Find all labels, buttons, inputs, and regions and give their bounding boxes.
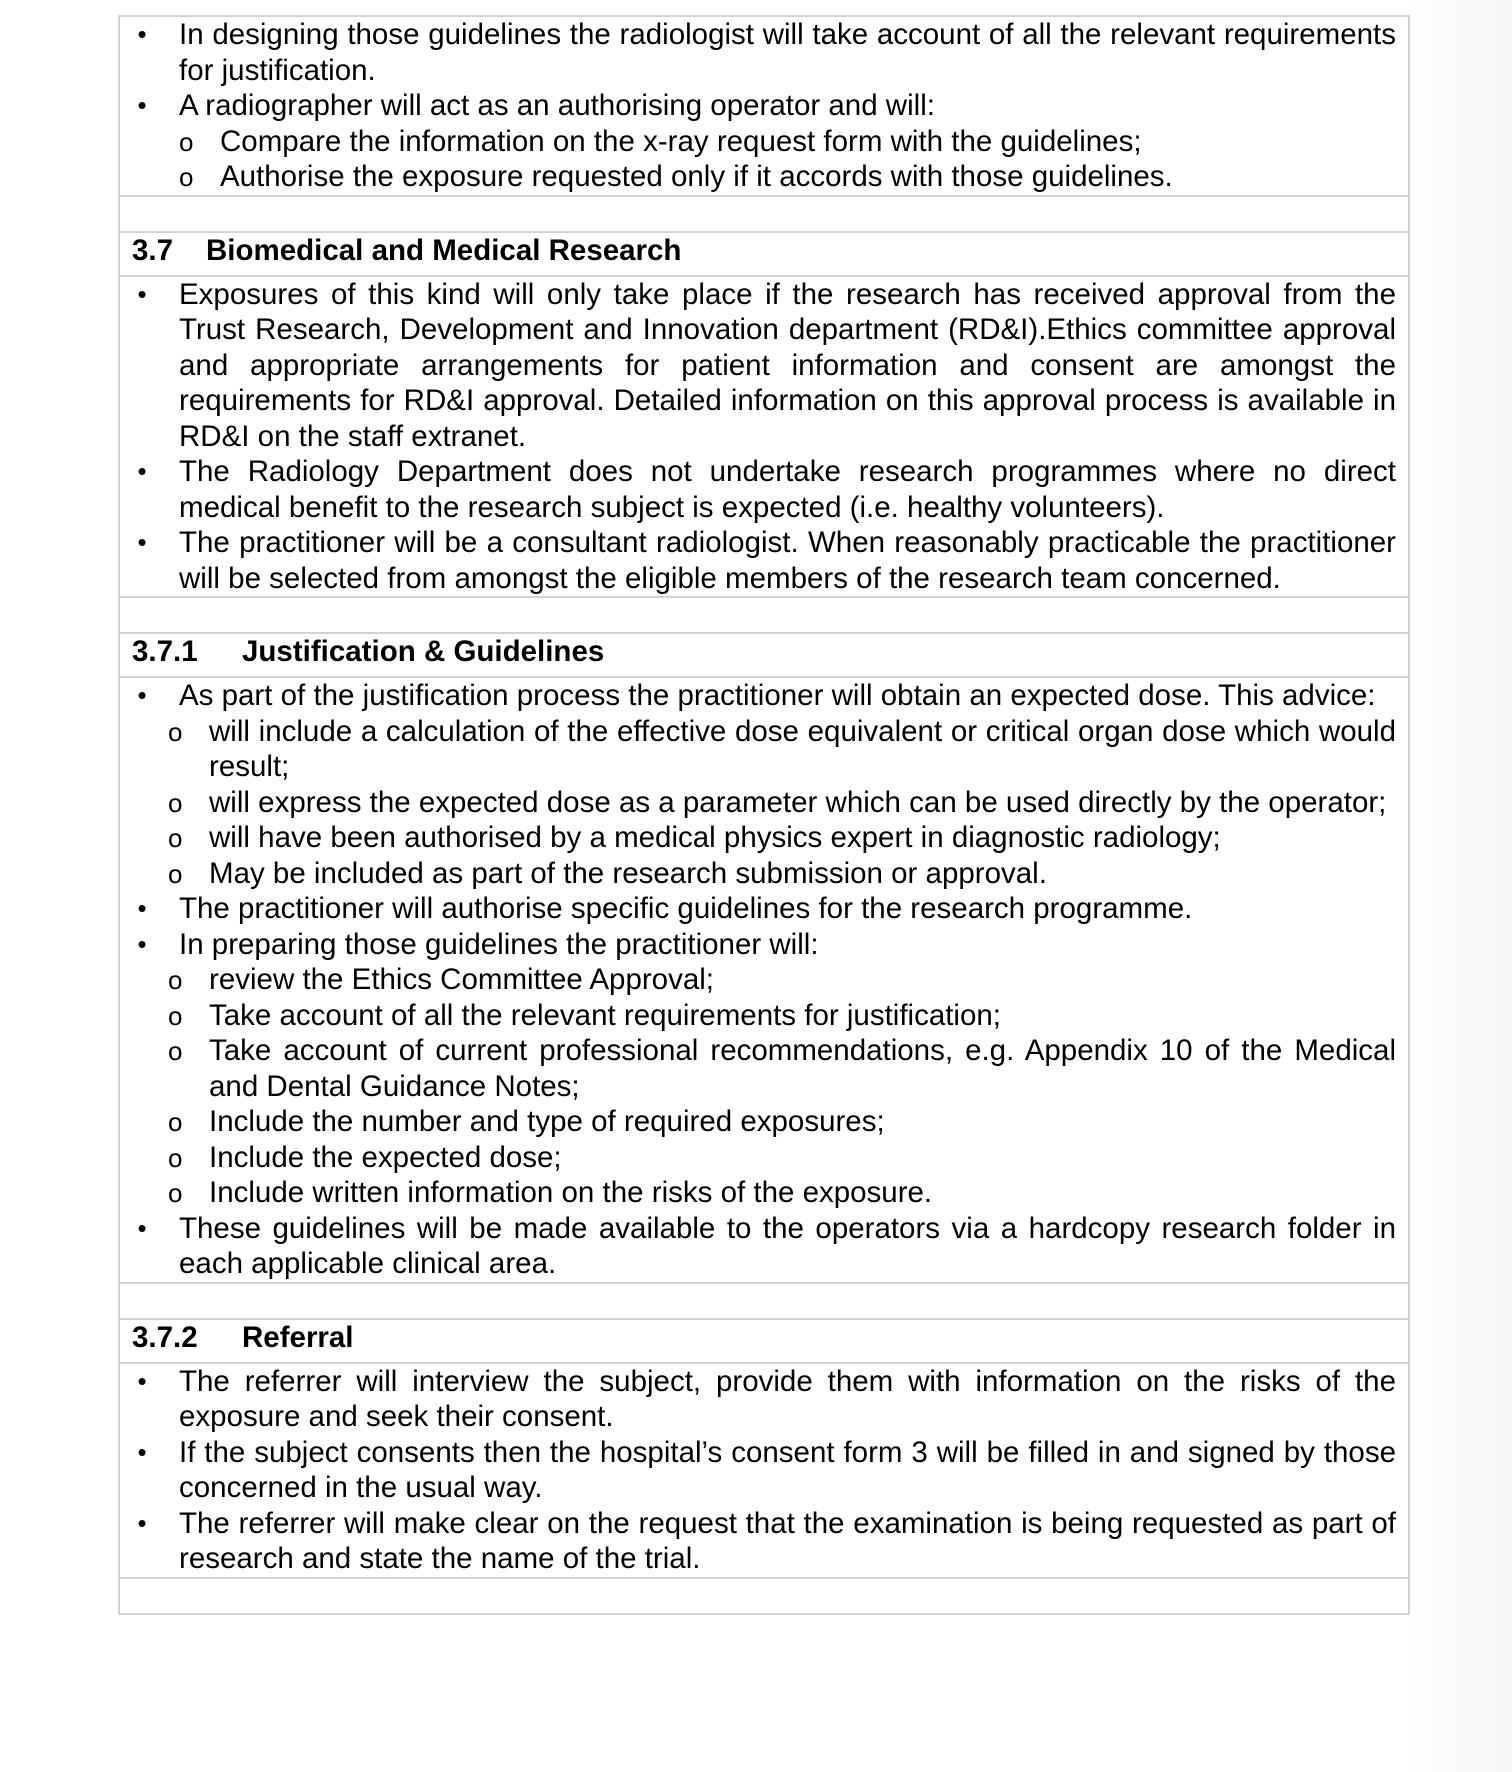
section-title: Justification & Guidelines [242, 635, 605, 668]
sub-list-item [168, 714, 1396, 785]
list-item-text: In designing those guidelines the radiologist will take account of all the relevant requirements for justification. [179, 18, 1396, 87]
list-item [132, 454, 1396, 525]
table-row [119, 16, 1409, 196]
bullet-icon: • [137, 928, 147, 959]
bullet-icon: • [137, 456, 147, 486]
bullet-icon: • [137, 1436, 147, 1467]
bullet-icon: • [137, 90, 147, 120]
sub-list-item [168, 1033, 1396, 1104]
sub-list-item-text: Take account of current professional recommendations, e.g. Appendix 10 of the Medical and Dental Guidance Notes; [209, 1034, 1396, 1103]
bullet-icon: • [137, 680, 147, 710]
sub-bullet-icon: o [168, 1178, 183, 1208]
section-number: 3.7.1 [132, 635, 198, 668]
sub-list-item-text: Compare the information on the x-ray request form with the guidelines; [220, 124, 1142, 158]
list-item-text: The referrer will make clear on the request that the examination is being requested as part of research and state the name of the trial. [179, 1506, 1396, 1575]
sub-bullet-icon: o [179, 162, 194, 192]
sub-list-item-text: May be included as part of the research submission or approval. [209, 856, 1047, 890]
sub-list-item [179, 159, 1396, 195]
sub-list-container [132, 962, 1396, 1211]
sub-list-item-text: will include a calculation of the effective dose equivalent or critical organ dose which would result; [209, 714, 1396, 783]
table-row [119, 633, 1409, 677]
list-item [132, 927, 1396, 963]
sub-bullet-icon: o [168, 1107, 183, 1137]
list-item-text: Exposures of this kind will only take place if the research has received approval from the Trust Research, Development and Innovation department (RD&I).Ethics committee approval and appropriate arrangements for patient information and consent are amongst the requirements for RD&I approval. Detailed information on this approval process is available in RD&I on the staff extranet. [179, 277, 1396, 453]
sub-bullet-icon: o [168, 716, 183, 747]
sub-bullet-list [179, 124, 1396, 195]
section-title: Referral [242, 1320, 354, 1354]
bullet-list [132, 277, 1396, 597]
bullet-icon: • [137, 19, 147, 49]
list-item [132, 525, 1396, 596]
table-row [119, 677, 1409, 1283]
list-item-text: The Radiology Department does not undertake research programmes where no direct medical benefit to the research subject is expected (i.e. healthy volunteers). [179, 455, 1396, 524]
list-item-text: The referrer will interview the subject, provide them with information on the risks of the exposure and seek their consent. [179, 1364, 1396, 1433]
list-item [132, 678, 1396, 714]
bullet-icon: • [137, 527, 147, 557]
sub-bullet-icon: o [168, 823, 183, 853]
list-item-text: These guidelines will be made available to the operators via a hardcopy research folder in each applicable clinical area. [179, 1211, 1396, 1280]
section-number: 3.7 [132, 233, 174, 267]
bullet-list [132, 1364, 1396, 1577]
sub-list-item [168, 820, 1396, 856]
sub-list-item [168, 1175, 1396, 1211]
list-item [132, 17, 1396, 88]
section-3-7-2-body [119, 1363, 1409, 1578]
spacer-row [119, 196, 1409, 232]
sub-list-item-text: will express the expected dose as a parameter which can be used directly by the operator; [209, 785, 1387, 819]
sub-bullet-list [168, 962, 1396, 1211]
section-number: 3.7.2 [132, 1320, 198, 1354]
table-row [119, 276, 1409, 598]
list-item [132, 891, 1396, 927]
sub-list-item [168, 785, 1396, 821]
sub-list-item-text: Include written information on the risks of the exposure. [209, 1176, 933, 1209]
spacer-row [119, 1578, 1409, 1614]
policy-table [118, 15, 1410, 1615]
sub-list-item-text: Include the expected dose; [209, 1140, 562, 1174]
list-item-text: The practitioner will authorise specific guidelines for the research programme. [179, 892, 1193, 925]
table-row [119, 1283, 1409, 1319]
section-heading-3-7 [119, 232, 1409, 276]
sub-bullet-icon: o [168, 1142, 183, 1173]
section-title: Biomedical and Medical Research [206, 233, 682, 267]
sub-bullet-icon: o [168, 1036, 183, 1066]
table-row [119, 1363, 1409, 1578]
list-item-text: The practitioner will be a consultant radiologist. When reasonably practicable the practitioner will be selected from amongst the eligible members of the research team concerned. [179, 526, 1396, 595]
sub-list-item [168, 962, 1396, 998]
list-item [132, 1211, 1396, 1282]
table-row [119, 597, 1409, 633]
list-item-text: In preparing those guidelines the practitioner will: [179, 927, 819, 961]
bullet-icon: • [137, 278, 147, 309]
sub-list-item [168, 998, 1396, 1034]
sub-bullet-icon: o [179, 126, 194, 157]
sub-list-item-text: Take account of all the relevant requirements for justification; [209, 998, 1001, 1032]
spacer-row [119, 597, 1409, 633]
section-3-7-body [119, 276, 1409, 598]
table-row [119, 196, 1409, 232]
list-item [132, 1506, 1396, 1577]
sub-bullet-icon: o [168, 1000, 183, 1031]
sub-bullet-list [168, 714, 1396, 892]
sub-list-item [179, 124, 1396, 160]
list-item [132, 277, 1396, 455]
sub-list-item [168, 1140, 1396, 1176]
sub-bullet-icon: o [168, 787, 183, 818]
sub-list-container [132, 714, 1396, 892]
section-3-7-1-body [119, 677, 1409, 1283]
spacer-row [119, 1283, 1409, 1319]
sub-bullet-icon: o [168, 858, 183, 889]
sub-list-item-text: review the Ethics Committee Approval; [209, 963, 714, 996]
bullet-list [132, 17, 1396, 195]
list-item [132, 1435, 1396, 1506]
sub-list-item [168, 856, 1396, 892]
section-heading-3-7-2 [119, 1319, 1409, 1363]
table-row [119, 1578, 1409, 1614]
list-item [132, 88, 1396, 124]
sub-list-item-text: Include the number and type of required exposures; [209, 1105, 885, 1138]
bullet-icon: • [137, 1507, 147, 1538]
list-item [132, 1364, 1396, 1435]
document-page [118, 15, 1410, 1615]
bullet-icon: • [137, 893, 147, 923]
list-item-text: If the subject consents then the hospital’s consent form 3 will be filled in and signed by those concerned in the usual way. [179, 1435, 1396, 1504]
sub-list-item-text: will have been authorised by a medical physics expert in diagnostic radiology; [209, 821, 1221, 854]
sub-bullet-icon: o [168, 965, 183, 995]
top-section-body [119, 16, 1409, 196]
sub-list-container [132, 124, 1396, 195]
section-heading-3-7-1 [119, 633, 1409, 677]
table-row [119, 1319, 1409, 1363]
bullet-icon: • [137, 1212, 147, 1243]
table-row [119, 232, 1409, 276]
list-item-text: As part of the justification process the practitioner will obtain an expected dose. This advice: [179, 679, 1376, 712]
bullet-icon: • [137, 1365, 147, 1396]
bullet-list [132, 678, 1396, 1282]
list-item-text: A radiographer will act as an authorising operator and will: [179, 89, 935, 122]
sub-list-item [168, 1104, 1396, 1140]
sub-list-item-text: Authorise the exposure requested only if it accords with those guidelines. [220, 160, 1173, 193]
